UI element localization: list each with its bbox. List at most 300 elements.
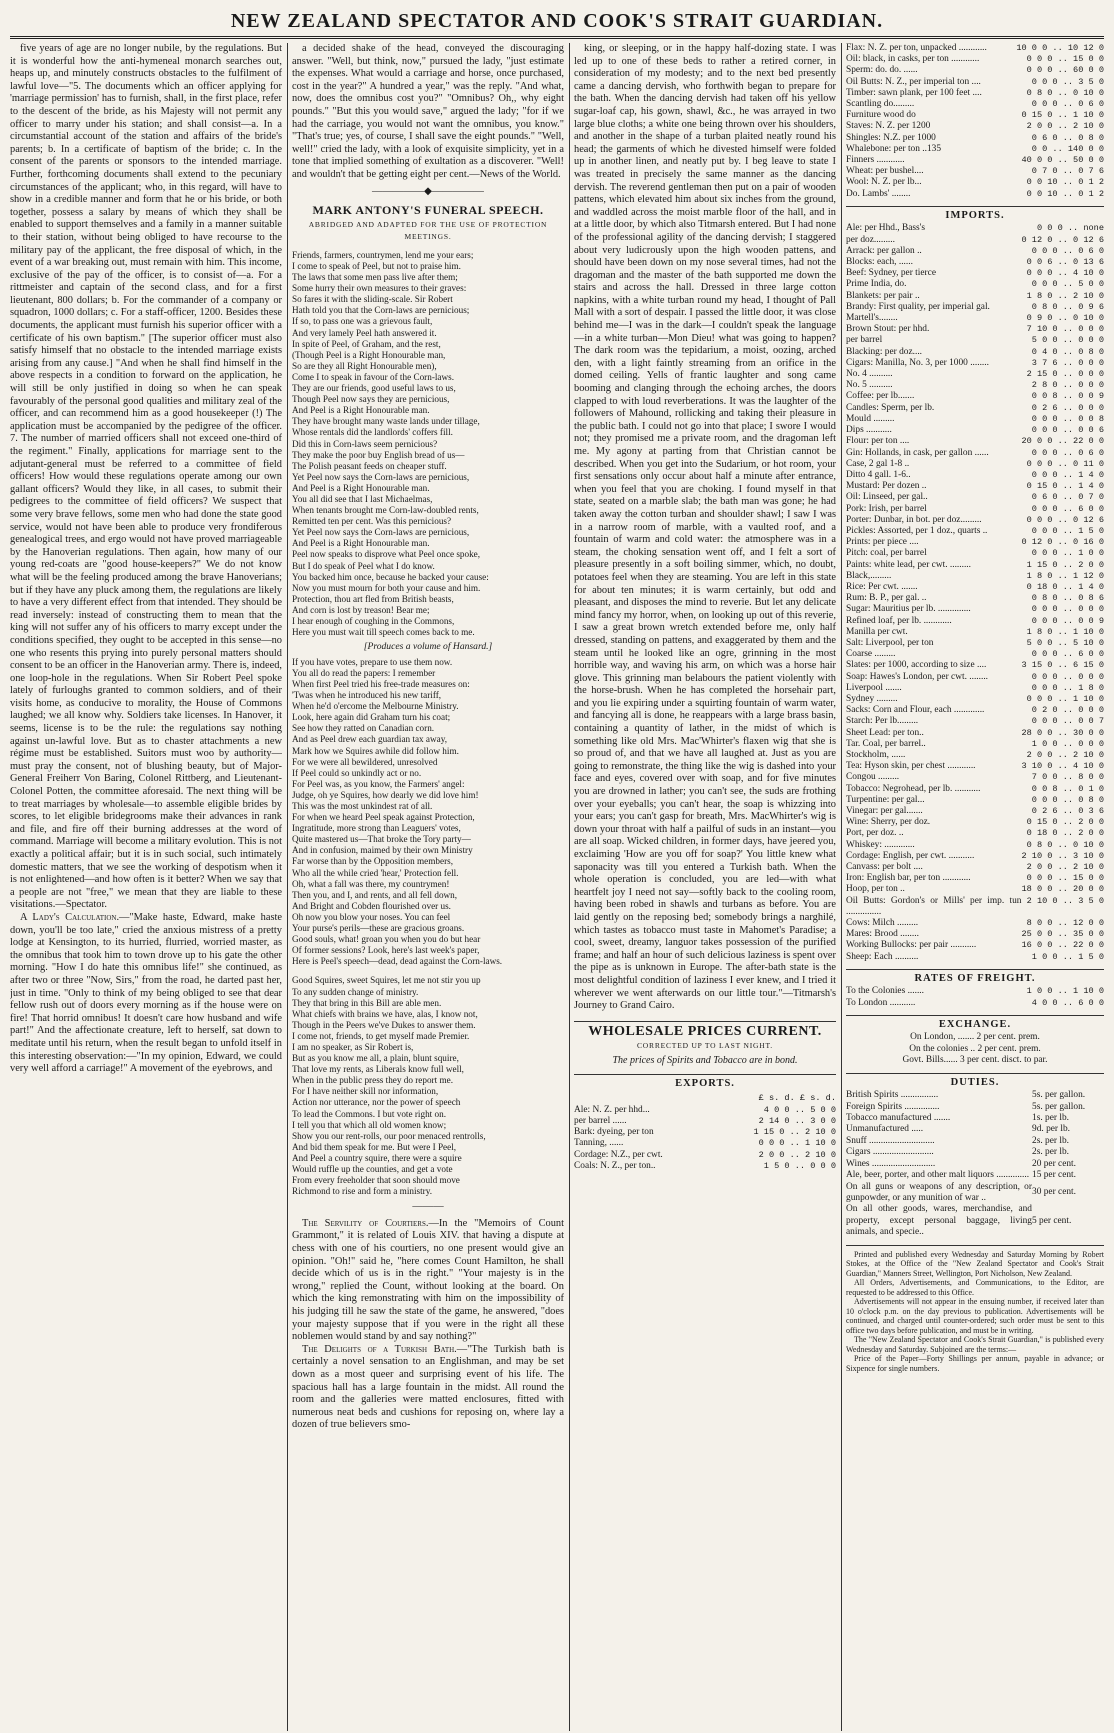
price-row [846,1147,1104,1158]
price-row [846,133,1104,144]
price-value: 1 5 0 .. 0 0 0 [763,1160,836,1171]
text-line: For we were all bewildered, unresolved [292,756,438,767]
price-value: 2 0 0 .. 2 10 0 [1026,121,1104,132]
price-row [846,739,1104,750]
text-line: And Peel a country squire, there were a squire [292,1152,462,1163]
price-value: 0 6 0 .. 0 7 0 [1031,492,1104,503]
article-body: —"Make haste, Edward, make haste down, you'll be too late," cried the anxious mistress of a pretty lodge at Kensington, to its hurried, flurried, worried master, as the omnibus that took him to town drove up to his gate the other morning. "How I do hate this omnibus life!" she continued, as after two or three "Now, Sirs," from the road, he darted past her, just in time. "Only to think of my being obliged to see that dear fellow rush out of doors every morning as if the house were on fire! That horrid omnibus! It doesn't care how husband and wife part!" And the affectionate creature, left to herself, sat down to meditate until his return, when the result began to unfold itself in this interesting observation:—"In my opinion, Edward, we could very well afford a carriage!" A movement of the eyebrows, and [10,911,282,1075]
price-value: 1 8 0 .. 2 10 0 [1026,290,1104,301]
text-line: Then you, and I, and rents, and all fell down, [292,889,458,900]
separator-rule: —————◆————— [372,185,484,197]
price-row [846,896,1104,918]
price-row [846,369,1104,380]
price-value: 0 0 0 .. 1 0 0 [1031,548,1104,559]
price-item: Soap: Hawes's London, per cwt. ........ [846,671,989,682]
price-item: Cows: Milch ......... [846,918,919,929]
price-value: 0 12 0 .. 0 16 0 [1021,537,1104,548]
price-value: 20 per cent. [1032,1158,1076,1169]
text-line: Who all the while cried 'hear,' Protection fell. [292,867,459,878]
text-line: Oh, what a fall was there, my countrymen! [292,878,450,889]
text-line: Friends, farmers, countrymen, lend me your ears; [292,249,474,260]
price-row [846,88,1104,99]
price-row [846,414,1104,425]
price-value: 0 0 0 .. 0 0 0 [1031,604,1104,615]
exchange-title: EXCHANGE. [846,1015,1104,1031]
text-line: I am no speaker, as Sir Robert is, [292,1041,414,1052]
price-row [574,1116,836,1127]
price-row [846,235,1104,246]
price-item: Slates: per 1000, according to size .... [846,660,987,671]
price-item: Case, 2 gal 1-8 .. [846,458,910,469]
text-line: You all do read the papers: I remember [292,667,436,678]
price-item: Oil Butts: Gordon's or Mills' per imp. tun ............... [846,895,1022,917]
imprint-paragraph: Printed and published every Wednesday and Saturday Morning by Robert Stokes, at the Office of the "New Zealand Spectator and Cook's Strait Guardian," Manners Street, Wellington, Port Nicholson, New Zealand. [846,1249,1104,1278]
freight-title: RATES OF FREIGHT. [846,969,1104,985]
text-line: Good Squires, sweet Squires, let me not stir you up [292,975,481,986]
price-value: 15 per cent. [1032,1170,1076,1181]
article-hanoverian-marriage: five years of age are no longer nubile, by the regulations. But it is wonderful how the anti-hymeneal monarch searches out, heaps up, and minutely constructs obstacles to the fulfilment of lawful love—"5. The documents which an officer applying for 'marriage permission' has to furnish, shall, in the first place, refer to the descent of the bride, as his Majesty will not permit any officer to marry under his station; and shall consist—a. In a circumstantial account of the station and affairs of the bride's parents; b. In a certificate of baptism of the bride; c. In the consent of the parents or sponsors to the intended marriage. Further, forthcoming documents shall extend to the pecuniary circumstances of the applicant; who, in this regard, will have to show in a credible manner and form that he or his bride, or both together, possess a salary by means of which they shall be enabled to support themselves and a family in a manner suitable to their station, without being obliged to have recourse to the military pay of the applicant, the free disposal of which, in the event of a war breaking out, must remain with him. This income, exclusive of the pay of the officer, is to consist of—a. For a rittmeister and captain of the second class, and for a first lieutenant, 800 dollars; b. For the commander of a company or squadron, 1000 dollars; c. For a staff-officer, 1200. Besides these documents, the applicant must furnish his superior officer with a certificate of his own baptism." [The superior officer must also satisfy himself that no obstacle to the intended marriage exists arising from any cause.] "And when he shall find himself in the above respects in a condition to forward on the application, he will still be only justified in doing so when he can speak favourably of the personal good qualities and military zeal of the officer, and can recommend him as a good housekeeper (!) The application must be accompanied by the pedigree of the officer. 7. The number of married officers shall not exceed one-third of the regiment." Finally, applications for marriage sent to the adjutant-general must be referred to a committee of field officers! How would these regulations operate among our own gallant officers? Would they like, in all cases, to submit their pedigrees to the committee of field officers? We suspect that some very brave fellows, some men who had done the state good service, would not have been able to produce very frondiferous genealogical trees, and ergo would not have proved marriageable by the Hanoverian regulations. Then again, how many of our young red-coats are "good house-keepers?" We do not know what will be the feeling produced among the brave Hanoverians; but if they have any pluck among them, the regulations are likely to have a very different effect from that intended. They should be read inversely: instead of constructing them to mean that the king will not suffer any of his officers to marry except under the conditions specified, they ought to be accepted in this sense—no one who resents this prying into purely personal matters should consent to be an officer in the Hanoverian army. There is, indeed, one loop-hole in the regulations. When Sir Robert Peel spoke lately of furloughs granted to common soldiers, and of their visits home, as conducive to morality, the House of Commons laughed; we all know why. Soldiers take licenses. In Hanover, it seems, license is to be the rule: the regulations say nothing against un-lawful love. But as to chaster attachments a new régime must be established. Suitors must woo by authority—must pray the consent, not of blushing beauty, but of Major-General Freiherr Von Baring, Colonel Rittberg, and Lieutenant-Colonel Potten, the committee aforesaid. The next thing will be to treat marriages by wholesale—to assemble eligible brides by scores, to let eligible bridegrooms make their advances in rank and file, and fire off their burning addresses at the word of command. Marriage will become a military evolution. This is not exactly a political affair; but it is in such social, such intimately domestic matters, that we see the working of despotism when it is not enlightened—and how often is it better? When we say that a people are not "free," we mean that they are liable to these visitations.—Spectator. [10,43,282,911]
price-value: 0 9 0 .. 0 10 0 [1026,313,1104,324]
price-item: Blankets: per pair .. [846,290,920,301]
price-value: 2 0 0 .. 2 10 0 [1026,862,1104,873]
price-row [846,806,1104,817]
price-row [846,313,1104,324]
price-row [846,660,1104,671]
price-item: Oil Butts: N. Z., per imperial ton .... [846,76,981,87]
price-value: 30 per cent. [1032,1187,1076,1198]
price-row [846,694,1104,705]
price-value: 0 2 6 .. 0 3 6 [1031,806,1104,816]
price-value: 0 4 0 .. 0 8 0 [1031,346,1104,357]
price-item: Prints: per piece .... [846,537,919,548]
price-value: 5 0 0 .. 0 0 0 [1031,335,1104,346]
price-value: 0 0 0 .. 0 0 0 [1031,671,1104,682]
article-lady-calculation-cont: a decided shake of the head, conveyed the discouraging answer. "Well, but think, now," pursued the lady, "just estimate the expenses. What would a carriage and horse, once purchased, cost in the year?" A hundred a year," was the reply. "And what, now, does the omnibus cost you?" "Omnibus? Oh,, why eight pounds." "But this you would save," argued the lady; "for if we had the carriage, you would not want the omnibus, you know." "That's true; yes, of course, I shall save the eight pounds." "Well, well!" cried the lady, with a look of exquisite simplicity, yet in a tone that implied something of exultation as a discoverer. "Well! and wouldn't that be getting eight per cent.—News of the World. [292,43,564,180]
price-item: Paints: white lead, per cwt. ......... [846,559,971,570]
price-value: 2 8 0 .. 0 0 0 [1031,380,1104,391]
price-value: 0 8 0 .. 0 8 6 [1031,593,1104,604]
price-item: Cigars: Manilla, No. 3, per 1000 ........ [846,357,989,368]
price-row [846,291,1104,302]
price-item: Turpentine: per gal... [846,794,925,805]
price-value: 20 0 0 .. 22 0 0 [1021,436,1104,447]
price-item: Snuff ............................ [846,1135,935,1146]
price-value: 0 0 0 .. 1 5 0 [1031,525,1104,536]
price-row [846,515,1104,526]
price-value: 0 0 0 .. 15 0 0 [1026,873,1104,884]
price-item: Brown Stout: per hhd. [846,324,930,335]
text-line: To lead the Commons. I but vote right on. [292,1108,446,1119]
price-value: 7 0 0 .. 8 0 0 [1031,772,1104,783]
price-item: Refined loaf, per lb. ............ [846,615,952,626]
price-value: 7 10 0 .. 0 0 0 [1026,324,1104,335]
text-line: To any sudden change of ministry. [292,986,419,997]
text-line: Judge, oh ye Squires, how dearly we did love him! [292,789,479,800]
poem-stanza-3 [292,975,564,1197]
price-value: 0 7 0 .. 0 7 6 [1031,166,1104,177]
text-line: So fares it with the sliding-scale. Sir Robert [292,294,453,305]
price-value: 0 2 6 .. 0 0 0 [1031,402,1104,413]
price-row [846,986,1104,997]
price-value: 18 0 0 .. 20 0 0 [1021,884,1104,895]
text-line: If you have votes, prepare to use them now. [292,656,453,667]
price-row [846,750,1104,761]
price-item: Salt: Liverpool, per ton [846,637,934,648]
price-value: 0 0 0 .. 6 0 0 [1031,503,1104,514]
price-item: Manilla per cwt. [846,626,908,637]
price-item: Pickles: Assorted, per 1 doz., quarts .. [846,525,988,536]
price-item: Stockholm, ...... [846,749,906,760]
text-line: Oh now you blow your noses. You can feel [292,911,451,922]
price-row [846,223,1104,234]
price-row [846,144,1104,155]
price-row [846,728,1104,739]
price-row [846,155,1104,166]
column-3 [574,43,836,1731]
imprint-paragraph: Price of the Paper—Forty Shillings per annum, payable in advance; or Sixpence for single numbers. [846,1354,1104,1373]
text-line: Show you our rent-rolls, our poor menaced rentrolls, [292,1130,486,1141]
price-row [846,560,1104,571]
price-value: 0 8 0 .. 0 10 0 [1026,839,1104,850]
price-value: 0 0 0 .. 1 4 0 [1031,469,1104,480]
article-title: The Servility of Courtiers. [302,1217,429,1229]
text-line: Would ruffle up the counties, and get a vote [292,1164,453,1174]
text-line: Quite mastered us—That broke the Tory party— [292,834,471,845]
price-item: Sugar: Mauritius per lb. .............. [846,604,971,615]
price-row [846,99,1104,110]
text-line: Peel now speaks to disprove what Peel once spoke, [292,549,481,560]
price-value: 2s. per lb. [1032,1135,1069,1146]
text-line: For when we heard Peel speak against Protection, [292,812,475,823]
price-row [846,65,1104,76]
price-item: No. 5 .......... [846,380,893,391]
text-line: I hear enough of coughing in the Commons, [292,616,455,626]
text-line: Though Peel now says they are pernicious, [292,394,450,405]
price-row [846,436,1104,447]
price-item: Mustard: Per dozen .. [846,481,927,492]
price-item: Gin: Hollands, in cask, per gallon ...... [846,447,989,458]
price-row [846,593,1104,604]
price-item: Blocks: each, ...... [846,257,913,268]
price-item: Scantling do......... [846,99,915,110]
text-line: 'Twas when he introduced his new tariff, [292,690,442,701]
price-value: 0 8 0 .. 0 10 0 [1026,87,1104,98]
text-line: Here you must wait till speech comes back to me. [292,627,475,638]
price-row [846,851,1104,862]
text-line: And corn is lost by treason! Bear me; [292,604,430,615]
text-line: I come not, friends, to get myself made Premier. [292,1030,470,1041]
price-row [846,918,1104,929]
price-item: Oil: Linseed, per gal.. [846,492,928,503]
text-line: Did this in Corn-laws seem pernicious? [292,438,438,449]
price-item: Cordage: N.Z., per cwt. [574,1149,663,1160]
text-line: But I do speak of Peel what I do know. [292,560,435,571]
price-item: Pitch: coal, per barrel [846,548,927,559]
text-line: So are they all Right Honourable men), [292,360,437,371]
price-item: Tanning, ...... [574,1138,624,1149]
price-row [846,177,1104,188]
price-value: 0 0 0 .. 60 0 0 [1026,65,1104,76]
price-row [846,481,1104,492]
price-value: 0 0 0 .. 0 0 6 [1031,425,1104,436]
price-item: Vinegar: per gal....... [846,806,923,816]
price-value: 0 0 .. 140 0 0 [1031,143,1104,154]
price-row [846,1090,1104,1101]
text-line: And Peel is a Right Honourable man. [292,405,430,416]
article-title: The Delights of a Turkish Bath. [302,1343,457,1355]
speech-title: MARK ANTONY'S FUNERAL SPEECH. [312,203,544,218]
price-row [846,459,1104,470]
price-row [846,627,1104,638]
price-item: Wool: N. Z. per lb... [846,177,922,188]
price-item: To London ........... [846,997,916,1008]
price-row [846,121,1104,132]
price-value: 5 per cent. [1032,1215,1072,1226]
text-line: And Peel is a Right Honourable man. [292,482,430,493]
text-line: And Bright and Cobden flourished over us. [292,900,451,911]
text-line: Now you must mourn for both your cause and him. [292,582,481,593]
price-row [846,1102,1104,1113]
exports-table [574,1105,836,1172]
price-item: Canvass: per bolt .... [846,862,923,873]
price-row [574,1138,836,1149]
text-line: Mark how we Squires awhile did follow him. [292,745,459,756]
price-item: Whalebone: per ton ..135 [846,143,942,154]
text-line: Remitted ten per cent. Was this pernicious? [292,516,452,527]
text-line: In spite of Peel, of Graham, and the rest, [292,338,441,349]
text-line: Though in the Peers we've Dukes to answer them. [292,1019,476,1030]
price-item: Hoop, per ton .. [846,884,905,895]
price-row [574,1161,836,1172]
price-value: 1 0 0 .. 1 5 0 [1031,951,1104,962]
price-row [846,873,1104,884]
text-line: When he'd o'ercome the Melbourne Ministry. [292,701,459,712]
price-item: Cigars .......................... [846,1147,934,1158]
price-row [846,403,1104,414]
text-line: When in the public press they do report me. [292,1075,453,1086]
article-turkish-bath [292,1344,564,1432]
price-item: Blacking: per doz.... [846,346,923,357]
text-line: Good souls, what! groan you when you do but hear [292,934,481,945]
price-item: Mould ......... [846,413,895,424]
text-line: Yet Peel now says the Corn-laws are pernicious, [292,527,470,538]
wholesale-prices-note: The prices of Spirits and Tobacco are in bond. [612,1054,798,1066]
price-item: Timber: sawn plank, per 100 feet .... [846,87,982,98]
price-item: Cordage: English, per cwt. ........... [846,850,975,861]
price-value: 0 0 0 .. 1 10 0 [758,1138,836,1149]
column-divider [841,43,842,1731]
price-row [846,257,1104,268]
price-item: Coffee: per lb....... [846,391,915,402]
price-row [846,884,1104,895]
text-line: For I have neither skill nor information, [292,1086,439,1097]
price-item: Black,......... [846,570,892,581]
price-value: 0 0 0 .. 0 6 0 [1031,447,1104,458]
price-value: 0 0 0 .. 0 12 6 [1026,514,1104,525]
price-value: 2s. per lb. [1032,1147,1069,1158]
column-2 [292,43,564,1731]
price-value: 1 0 0 .. 1 10 0 [1026,986,1104,997]
price-value: 2 0 0 .. 2 10 0 [1026,749,1104,760]
price-value: 0 18 0 .. 2 0 0 [1026,828,1104,839]
price-row [846,616,1104,627]
price-value: 25 0 0 .. 35 0 0 [1021,929,1104,940]
text-line: If so, to pass one was a grievous fault, [292,316,433,327]
price-value: 0 0 0 .. 0 0 7 [1031,716,1104,727]
price-row [846,1204,1104,1238]
price-row [846,324,1104,335]
price-row [846,526,1104,537]
price-value: 1 15 0 .. 2 0 0 [1026,559,1104,570]
imprint-paragraph: Advertisements will not appear in the ensuing number, if received later than 10 o'clock p.m. on the day previous to publication. Advertisements will be continued, and charged until counter-ordered; such order must be sent to this office two days before publication, and must be in writing. [846,1297,1104,1335]
separator-rule: ——— [412,1201,444,1213]
price-item: Dips ........... [846,425,892,436]
price-item: Foreign Spirits ............... [846,1101,940,1112]
price-item: Wheat: per bushel.... [846,166,924,177]
price-item: Arrack: per gallon .. [846,245,922,256]
text-line: You backed him once, because he backed your cause: [292,571,489,582]
price-row [846,828,1104,839]
masthead: NEW ZEALAND SPECTATOR AND COOK'S STRAIT GUARDIAN. [230,10,884,32]
price-value: 0 0 0 .. 0 0 8 [1031,413,1104,424]
price-value: 3 7 6 .. 0 0 0 [1031,357,1104,368]
price-row [846,772,1104,783]
price-value: 0 15 0 .. 2 0 0 [1026,817,1104,828]
price-row [846,840,1104,851]
column-1 [10,43,282,1731]
price-item: Port, per doz. .. [846,828,904,839]
price-row [846,929,1104,940]
price-value: 0 2 0 .. 0 0 0 [1031,705,1104,716]
price-item: Ale: per Hhd., Bass's [846,223,926,234]
price-item: Sperm: do. do. ...... [846,65,918,76]
text-line: The Polish peasant feeds on cheaper stuff. [292,460,447,471]
price-row [846,279,1104,290]
text-line: Protection, thou art fled from British beasts, [292,593,454,604]
stage-direction: [Produces a volume of Hansard.] [363,641,493,653]
masthead-rule [10,36,1104,39]
price-row [846,54,1104,65]
price-value: 0 0 0 .. 0 8 0 [1031,794,1104,805]
price-item: Pork: Irish, per barrel [846,503,927,514]
price-item: Staves: N. Z. per 1200 [846,121,931,132]
price-item: Rice: Per cwt. ....... [846,581,918,592]
price-value: 0 0 0 .. 1 10 0 [1026,693,1104,704]
price-value: 0 0 0 .. 0 6 0 [1031,245,1104,256]
freight-table [846,986,1104,1008]
price-item: Rum: B. P., per gal. .. [846,593,927,604]
price-row [846,795,1104,806]
text-line: I tell you that which all old women know; [292,1119,447,1130]
text-line: But as you know me all, a plain, blunt squire, [292,1053,459,1064]
imports-title: IMPORTS. [846,206,1104,222]
price-item: per doz......... [846,234,895,245]
imprint-paragraph: All Orders, Advertisements, and Communications, to the Editor, are requested to be addressed to this Office. [846,1278,1104,1297]
price-value: 5 0 0 .. 5 10 0 [1026,637,1104,648]
price-row [846,582,1104,593]
price-value: 1 8 0 .. 1 10 0 [1026,626,1104,637]
price-row [846,1170,1104,1181]
price-item: Coals: N. Z., per ton.. [574,1160,656,1171]
price-value: 2 10 0 .. 3 10 0 [1021,850,1104,861]
price-row [846,761,1104,772]
price-value: 28 0 0 .. 30 0 0 [1021,727,1104,738]
text-line: Of former sessions? Look, here's last week's paper, [292,945,480,956]
text-line: If Peel could so unkindly act or no. [292,767,422,778]
price-value: 0 0 10 .. 0 1 2 [1026,177,1104,188]
price-item: On all guns or weapons of any description, or gunpowder, or any munition of war .. [846,1181,1032,1203]
price-value: 2 0 0 .. 2 10 0 [758,1149,836,1160]
column-divider [287,43,288,1731]
text-line: See how they ratted on Canadian corn. [292,723,435,734]
price-item: Brandy: First quality, per imperial gal. [846,301,990,312]
text-line: What chiefs with brains we have, alas, I know not, [292,1008,478,1019]
price-value: 0 6 0 .. 0 8 0 [1031,132,1104,143]
price-row [846,380,1104,391]
price-row [846,817,1104,828]
price-value: 9d. per lb. [1032,1124,1071,1135]
price-item: Finners ............ [846,155,905,166]
price-item: Coarse ......... [846,649,896,660]
price-row [846,335,1104,346]
article-servility [292,1218,564,1344]
text-line: (Though Peel is a Right Honourable man, [292,349,446,360]
text-line: Come I to speak in favour of the Corn-laws. [292,371,455,382]
article-body: —In the "Memoirs of Count Grammont," it is related of Louis XIV. that having a dispute at chess with one of his courtiers, no one present would give an opinion. "Oh!" said he, "here comes Count Hamilton, he shall decide which of us is in the right." "Your majesty is in the wrong," replied the Count, without looking at the board. On which the king remonstrating with him on the impossibility of his judging till he saw the state of the game, he answered, "does your majesty suppose that if you were in the right all these noblemen would stand by and say nothing?" [292,1217,564,1343]
text-line: Some hurry their own measures to their graves: [292,283,467,294]
price-item: Whiskey: ............. [846,839,915,850]
price-item: British Spirits ................ [846,1090,939,1101]
price-row [846,492,1104,503]
price-item: Sheet Lead: per ton.. [846,727,924,738]
price-value: 0 15 0 .. 1 4 0 [1026,481,1104,492]
article-title: A Lady's Calculation. [20,911,120,923]
duties-title: DUTIES. [846,1073,1104,1089]
price-item: No. 4 .......... [846,369,893,380]
text-line: And in confusion, maimed by their own Ministry [292,845,473,856]
price-row [846,604,1104,615]
speech-subtitle: ABRIDGED AND ADAPTED FOR THE USE OF PROTECTION MEETINGS. [308,219,548,242]
price-value: 16 0 0 .. 22 0 0 [1021,940,1104,951]
imports-table [846,223,1104,962]
text-line: You all did see that I last Michaelmas, [292,493,433,504]
price-item: Mares: Brood ........ [846,929,919,940]
price-row [574,1127,836,1138]
price-item: Sydney ......... [846,693,898,704]
price-row [574,1150,836,1161]
price-row [846,1159,1104,1170]
price-row [846,672,1104,683]
price-row [846,391,1104,402]
text-line: Whose rentals did the landlords' coffers fill. [292,427,453,438]
price-value: 0 18 0 .. 1 4 0 [1026,581,1104,592]
price-item: Iron: English bar, per ton ............ [846,873,971,884]
price-item: Sacks: Corn and Flour, each ............. [846,705,985,716]
price-row [574,1105,836,1116]
text-line: Yet Peel now says the Corn-laws are pernicious, [292,471,470,482]
text-line: Look, here again did Graham turn his coat; [292,712,451,723]
text-line: On London, ....... 2 per cent. prem. [910,1032,1040,1043]
price-item: Bark: dyeing, per ton [574,1127,654,1138]
price-row [846,952,1104,963]
price-item: Working Bullocks: per pair ........... [846,940,977,951]
text-line: Action nor utterance, nor the power of speech [292,1097,461,1108]
text-line: Far worse than by the Opposition members, [292,856,454,867]
column-divider [569,43,570,1731]
price-row [846,77,1104,88]
price-value: 0 15 0 .. 1 10 0 [1021,110,1104,121]
text-line: I come to speak of Peel, but not to praise him. [292,261,461,271]
